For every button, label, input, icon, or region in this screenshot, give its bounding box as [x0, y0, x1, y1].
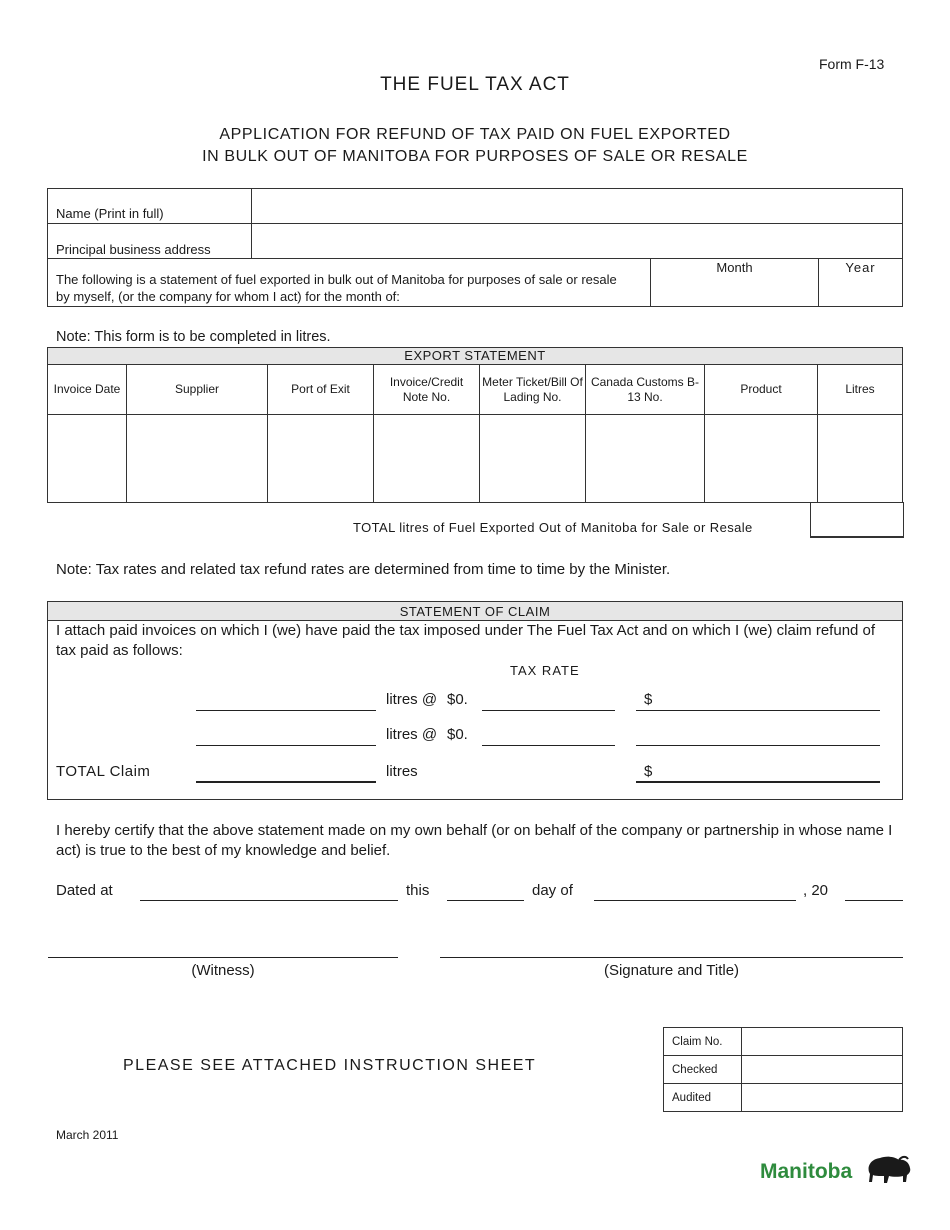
- cell-meter-ticket[interactable]: [480, 415, 586, 503]
- cell-product[interactable]: [705, 415, 818, 503]
- dollar-sign-1: $: [644, 691, 653, 708]
- year-label: Year: [845, 260, 876, 275]
- cell-supplier[interactable]: [127, 415, 268, 503]
- rate-input-1[interactable]: [482, 710, 615, 711]
- name-label-cell: [48, 189, 252, 224]
- statement-cell: [48, 259, 651, 307]
- cell-port-of-exit[interactable]: [268, 415, 374, 503]
- litres-input-2[interactable]: [196, 745, 376, 746]
- address-field[interactable]: [252, 224, 903, 259]
- total-amount-input[interactable]: [636, 781, 880, 783]
- claim-no-field[interactable]: [742, 1028, 903, 1056]
- day-of-label: day of: [532, 882, 573, 899]
- manitoba-wordmark: Manitoba: [760, 1160, 853, 1183]
- cell-canada-customs[interactable]: [586, 415, 705, 503]
- col-invoice-credit-note: Invoice/Credit Note No.: [374, 365, 480, 415]
- bison-icon: [863, 1152, 913, 1186]
- amount-input-2[interactable]: [636, 745, 880, 746]
- name-label: Name (Print in full): [56, 206, 164, 221]
- export-statement-table: [47, 364, 903, 503]
- dollar-sign-total: $: [644, 763, 653, 780]
- rate-prefix-2: $0.: [447, 726, 468, 743]
- total-litres-label: TOTAL litres of Fuel Exported Out of Manitoba for Sale or Resale: [353, 520, 753, 535]
- dated-at-input[interactable]: [140, 900, 398, 901]
- statement-text: The following is a statement of fuel exported in bulk out of Manitoba for purposes of sale or resale by myself, (or the company for whom I act) for the month of:: [56, 272, 617, 304]
- address-label-cell: [48, 224, 252, 259]
- subtitle-line-1: APPLICATION FOR REFUND OF TAX PAID ON FUEL EXPORTED: [219, 126, 731, 143]
- tax-rate-label: TAX RATE: [510, 663, 580, 678]
- litres-at-label-2: litres @: [386, 726, 438, 743]
- applicant-signature-line[interactable]: [440, 957, 903, 958]
- this-label: this: [406, 882, 430, 899]
- cell-invoice-credit-note[interactable]: [374, 415, 480, 503]
- address-label: Principal business address: [56, 242, 211, 257]
- total-litres-unit: litres: [386, 763, 418, 780]
- dated-at-label: Dated at: [56, 882, 113, 899]
- total-litres-input[interactable]: [196, 781, 376, 783]
- claim-no-label: Claim No.: [664, 1028, 742, 1056]
- claim-title: STATEMENT OF CLAIM: [47, 601, 903, 621]
- claim-intro: I attach paid invoices on which I (we) have paid the tax imposed under The Fuel Tax Act and on which I (we) claim refund of tax paid as follows:: [56, 622, 876, 659]
- subtitle-line-2: IN BULK OUT OF MANITOBA FOR PURPOSES OF SALE OR RESALE: [202, 148, 748, 165]
- signature-label: (Signature and Title): [603, 962, 740, 979]
- note-litres: Note: This form is to be completed in litres.: [56, 329, 331, 345]
- amount-input-1[interactable]: [636, 710, 880, 711]
- total-claim-label: TOTAL Claim: [56, 763, 151, 780]
- month-statement-table: [47, 258, 903, 307]
- day-input[interactable]: [447, 900, 524, 901]
- col-canada-customs: Canada Customs B-13 No.: [586, 365, 705, 415]
- litres-input-1[interactable]: [196, 710, 376, 711]
- manitoba-logo: [760, 1152, 912, 1188]
- month-label: Month: [716, 260, 753, 275]
- audited-field[interactable]: [742, 1084, 903, 1112]
- office-use-table: [663, 1027, 903, 1112]
- revision-date: March 2011: [56, 1128, 119, 1142]
- cell-invoice-date[interactable]: [48, 415, 127, 503]
- checked-label: Checked: [664, 1056, 742, 1084]
- form-number: Form F-13: [819, 56, 885, 72]
- month-input[interactable]: [594, 900, 796, 901]
- col-product: Product: [705, 365, 818, 415]
- rate-prefix-1: $0.: [447, 691, 468, 708]
- applicant-table: [47, 188, 903, 259]
- col-litres: Litres: [818, 365, 903, 415]
- rate-input-2[interactable]: [482, 745, 615, 746]
- year-input[interactable]: [845, 900, 903, 901]
- certification-text: I hereby certify that the above statement made on my own behalf (or on behalf of the company or partnership in whose name I act) is true to the best of my knowledge and belief.: [56, 822, 893, 859]
- witness-signature-line[interactable]: [48, 957, 398, 958]
- month-field[interactable]: [651, 259, 819, 307]
- year-field[interactable]: [819, 259, 903, 307]
- form-subtitle: [0, 124, 950, 168]
- year-prefix-label: , 20: [803, 882, 829, 899]
- export-statement-title: EXPORT STATEMENT: [47, 347, 903, 365]
- col-meter-ticket: Meter Ticket/Bill Of Lading No.: [480, 365, 586, 415]
- act-title: THE FUEL TAX ACT: [380, 74, 570, 95]
- cell-litres[interactable]: [818, 415, 903, 503]
- total-litres-field[interactable]: [810, 502, 904, 538]
- litres-at-label-1: litres @: [386, 691, 438, 708]
- checked-field[interactable]: [742, 1056, 903, 1084]
- note-tax-rates: Note: Tax rates and related tax refund rates are determined from time to time by the Minister.: [56, 561, 671, 578]
- col-supplier: Supplier: [127, 365, 268, 415]
- instruction-note: PLEASE SEE ATTACHED INSTRUCTION SHEET: [123, 1057, 537, 1074]
- audited-label: Audited: [664, 1084, 742, 1112]
- name-field[interactable]: [252, 189, 903, 224]
- witness-label: (Witness): [191, 962, 255, 979]
- col-port-of-exit: Port of Exit: [268, 365, 374, 415]
- col-invoice-date: Invoice Date: [48, 365, 127, 415]
